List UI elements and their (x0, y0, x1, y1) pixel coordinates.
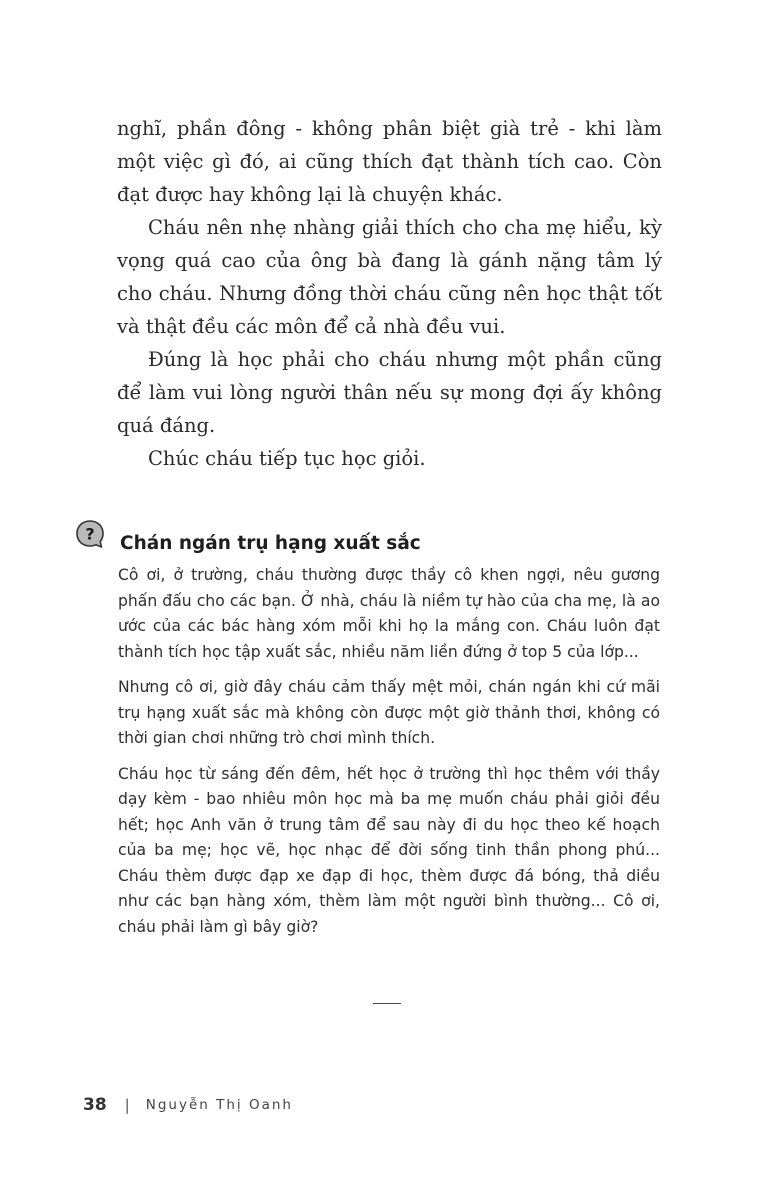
question-title: Chán ngán trụ hạng xuất sắc (120, 533, 421, 554)
page-footer (83, 1093, 293, 1117)
question-text-block (118, 563, 660, 950)
answer-paragraph: nghĩ, phần đông - không phân biệt già trẻ - khi làm một việc gì đó, ai cũng thích đạt thành tích cao. Còn đạt được hay không lại là chuyện khác. (117, 117, 662, 206)
question-bubble-icon (75, 519, 105, 549)
question-paragraph: Cô ơi, ở trường, cháu thường được thầy cô khen ngợi, nêu gương phấn đấu cho các bạn. Ở nhà, cháu là niềm tự hào của cha mẹ, là ao ước của các bác hàng xóm mỗi khi họ la mắng con. Cháu luôn đạt thành tích học tập xuất sắc, nhiều năm liền đứng ở top 5 của lớp... (118, 566, 660, 661)
page-number: 38 (83, 1095, 107, 1115)
section-divider (373, 1003, 401, 1004)
author-name: Nguyễn Thị Oanh (145, 1097, 293, 1113)
answer-paragraph: Chúc cháu tiếp tục học giỏi. (148, 447, 426, 470)
footer-separator: | (124, 1096, 130, 1114)
answer-paragraph: Cháu nên nhẹ nhàng giải thích cho cha mẹ hiểu, kỳ vọng quá cao của ông bà đang là gánh nặng tâm lý cho cháu. Nhưng đồng thời cháu cũng nên học thật tốt và thật đều các môn để cả nhà đều vui. (117, 216, 662, 338)
svg-text:?: ? (85, 524, 95, 544)
answer-text-block (117, 112, 662, 475)
question-paragraph: Nhưng cô ơi, giờ đây cháu cảm thấy mệt mỏi, chán ngán khi cứ mãi trụ hạng xuất sắc mà không còn được một giờ thảnh thơi, không có thời gian chơi những trò chơi mình thích. (118, 678, 660, 747)
answer-paragraph: Đúng là học phải cho cháu nhưng một phần cũng để làm vui lòng người thân nếu sự mong đợi ấy không quá đáng. (117, 348, 662, 437)
question-paragraph: Cháu học từ sáng đến đêm, hết học ở trường thì học thêm với thầy dạy kèm - bao nhiêu môn học mà ba mẹ muốn cháu phải giỏi đều hết; học Anh văn ở trung tâm để sau này đi du học theo kế hoạch của ba mẹ; học vẽ, học nhạc để đời sống tinh thần phong phú... Cháu thèm được đạp xe đạp đi học, thèm được đá bóng, thả diều như các bạn hàng xóm, thèm làm một người bình thường... Cô ơi, cháu phải làm gì bây giờ? (118, 764, 660, 936)
